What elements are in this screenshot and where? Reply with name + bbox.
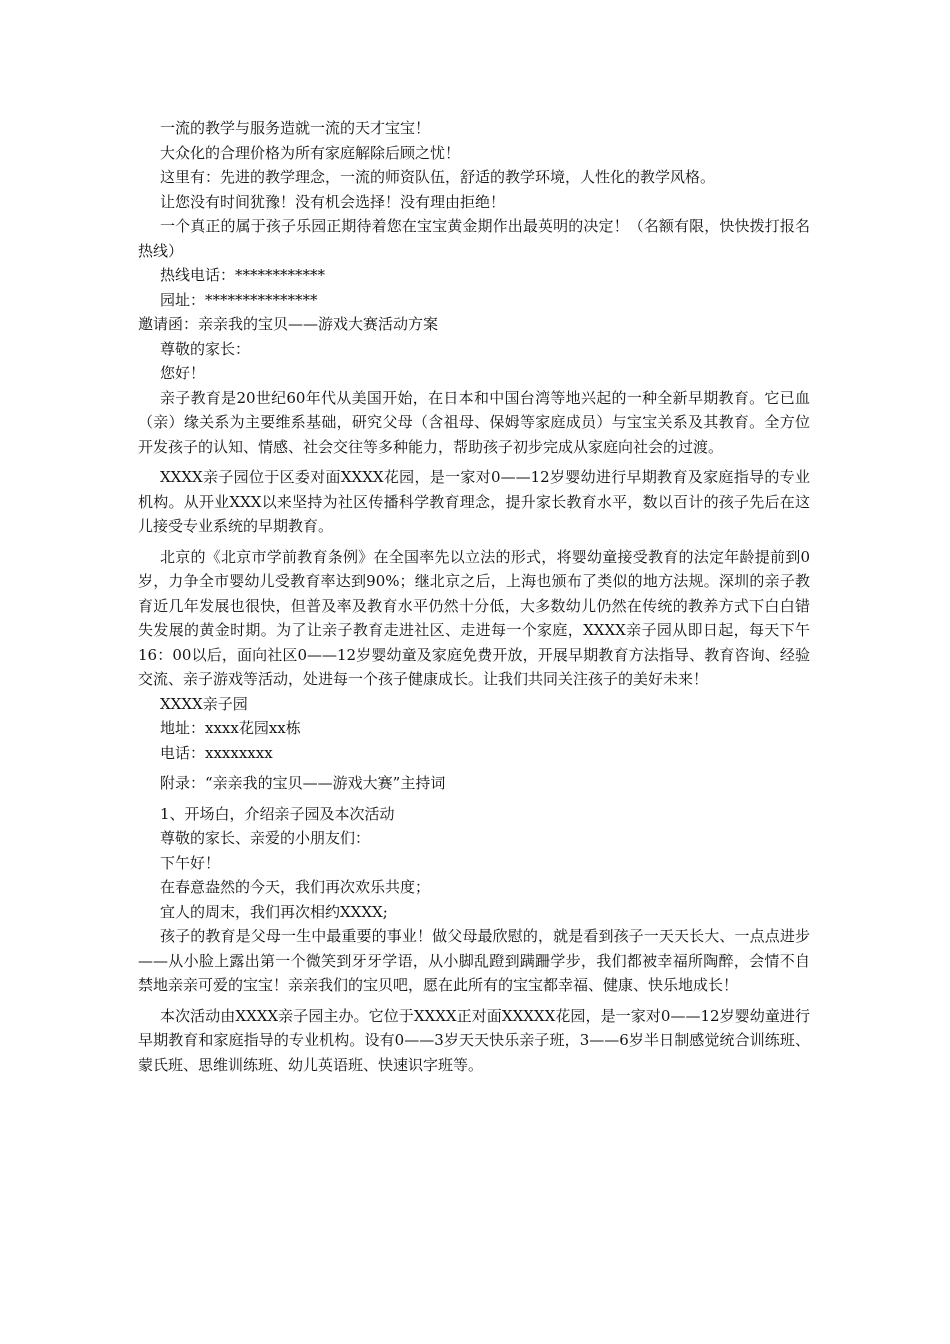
- greeting: 您好！: [160, 364, 206, 382]
- slogan-line-1: 一流的教学与服务造就一流的天才宝宝！: [160, 119, 431, 137]
- slogan-line-4: 让您没有时间犹豫！没有机会选择！没有理由拒绝！: [160, 192, 506, 211]
- address-text: 园址：***************: [160, 290, 318, 309]
- host-line-2: 宜人的周末，我们再次相约XXXX;: [160, 902, 388, 921]
- paragraph-org: XXXX亲子园位于区委对面XXXX花园，是一家对0——12岁婴幼进行早期教育及家庭指导的专业机构。从开业XXX以来坚持为社区传播科学教育理念，提升家长教育水平，数以百计的孩子先后在这儿接受专业系统的早期教育。: [138, 468, 810, 535]
- invite-paragraph: 一个真正的属于孩子乐园正期待着您在宝宝黄金期作出最英明的决定！（名额有限，快快拨打报名热线）: [138, 217, 810, 260]
- section-heading: 1、开场白，介绍亲子园及本次活动: [160, 804, 395, 823]
- paragraph-intro: 亲子教育是20世纪60年代从美国开始，在日本和中国台湾等地兴起的一种全新早期教育。它已血（亲）缘关系为主要维系基础，研究父母（含祖母、保姆等家庭成员）与宝宝关系及其教育。全方位开发孩子的认知、情感、社会交往等多种能力，帮助孩子初步完成从家庭向社会的过渡。: [138, 388, 810, 456]
- host-greeting: 下午好！: [160, 853, 221, 872]
- paragraph-activity: 本次活动由XXXX亲子园主办。它位于XXXX正对面XXXXX花园，是一家对0——12岁婴幼童进行早期教育和家庭指导的专业机构。设有0——3岁天天快乐亲子班，3——6岁半日制感觉统合训练班、蒙氏班、思维训练班、幼儿英语班、快速识字班等。: [138, 1006, 810, 1074]
- invitation-title: 邀请函：亲亲我的宝贝——游戏大赛活动方案: [138, 315, 439, 333]
- salutation: 尊敬的家长：: [160, 339, 251, 358]
- paragraph-policy: 北京的《北京市学前教育条例》在全国率先以立法的形式，将婴幼童接受教育的法定年龄提前到0岁，力争全市婴幼儿受教育率达到90%；继北京之后，上海也颁布了类似的地方法规。深圳的亲子教育近几年发展也很快，但普及率及教育水平仍然十分低，大多数幼儿仍然在传统的教养方式下白白错失发展的黄金时期。为了让亲子教育走进社区、走进每一个家庭，XXXX亲子园从即日起，每天下午16：00以后，面向社区0——12岁婴幼童及家庭免费开放，开展早期教育方法指导、教育咨询、经验交流、亲子游戏等活动，处进每一个孩子健康成长。让我们共同关注孩子的美好未来！: [138, 547, 810, 688]
- org-name: XXXX亲子园: [160, 694, 248, 713]
- org-phone: 电话：xxxxxxxx: [160, 743, 273, 762]
- hotline-text: 热线电话：************: [160, 266, 326, 284]
- document-body: [138, 116, 810, 1077]
- slogan-line-2: 大众化的合理价格为所有家庭解除后顾之忧！: [160, 143, 461, 162]
- paragraph-host: 孩子的教育是父母一生中最重要的事业！做父母最欣慰的，就是看到孩子一天天长大、一点点进步——从小脸上露出第一个微笑到牙牙学语，从小脚乱蹬到蹒跚学步，我们都被幸福所陶醉，会情不自禁地亲亲可爱的宝宝！亲亲我们的宝贝吧，愿在此所有的宝宝都幸福、健康、快乐地成长！: [138, 927, 810, 994]
- org-address: 地址：xxxx花园xx栋: [160, 719, 301, 737]
- host-salutation: 尊敬的家长、亲爱的小朋友们：: [160, 829, 371, 847]
- appendix-title: 附录：“亲亲我的宝贝——游戏大赛”主持词: [160, 774, 446, 792]
- slogan-line-3: 这里有：先进的教学理念，一流的师资队伍，舒适的教学环境，人性化的教学风格。: [160, 168, 716, 186]
- host-line-1: 在春意盎然的今天，我们再次欢乐共度；: [160, 878, 431, 896]
